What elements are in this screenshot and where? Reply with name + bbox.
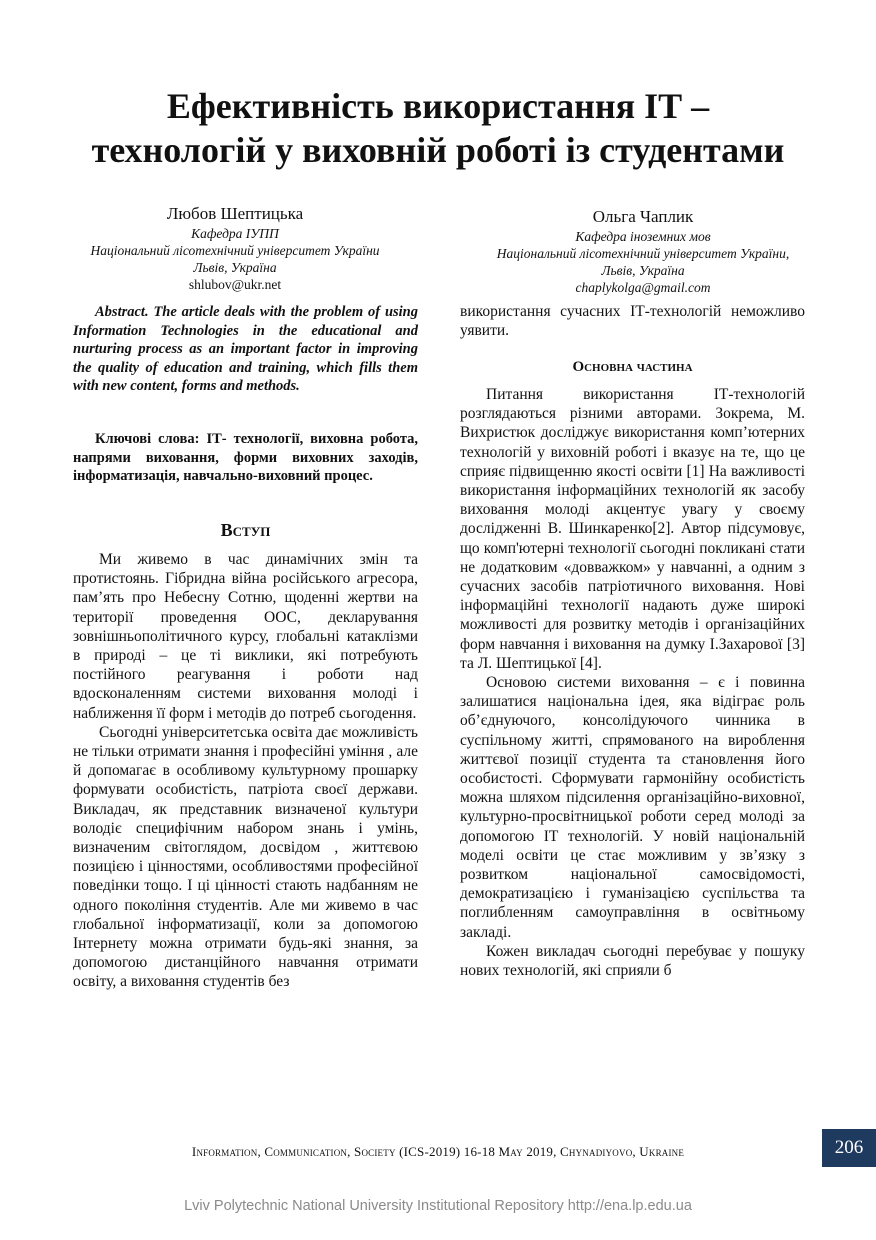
intro-body: [73, 550, 418, 992]
intro-paragraph-2: Сьогодні університетська освіта дає можливість не тільки отримати знання і професійні уміння , але й допомагає в особливому культурному прошарку формувати особистість, патріота своєї держави. Викладач, як представник визначеної культури володіє специфічним набором знань і умінь, визначеним світоглядом, досвідом , життєвою позицією і цінностями, особливостями професійної поведінки тощо. І ці цінності стають надбанням не одного покоління студентів. Але ми живемо в час глобальної інформатизації, коли за допомогою Інтернету можна отримати будь-які знання, за допомогою дистанційного навчання отримати освіту, а виховання студентів без: [73, 723, 418, 991]
author-2-department: Кафедра іноземних мов: [575, 229, 711, 244]
keywords: Ключові слова: ІТ- технології, виховна робота, напрями виховання, форми виховних заходів, інформатизація, навчально-виховний процес.: [73, 431, 418, 485]
main-body: [460, 385, 805, 980]
author-2-city: Львів, Україна: [601, 263, 685, 278]
author-1-email: shlubov@ukr.net: [188, 277, 282, 292]
section-heading-main: Основна частина: [572, 359, 693, 375]
author-2-email: chaplykolga@gmail.com: [575, 280, 711, 295]
section-heading-intro: Вступ: [220, 520, 271, 540]
conference-footer: Information, Communication, Society (ICS-2019) 16-18 May 2019, Chynadiyovo, Ukraine: [191, 1144, 685, 1159]
intro-paragraph-1: Ми живемо в час динамічних змін та протистоянь. Гібридна війна російського агресора, пам’ять про Небесну Сотню, щоденні жертви на території проведення ООС, декларування зовнішньополітичного курсу, глобальні катаклізми в природі – це ті виклики, які потребують постійного реагування і роботи над вдосконаленням системи виховання молоді і наближення її форм і методів до потреб сьогодення.: [73, 551, 418, 722]
intro-continuation: [460, 302, 805, 340]
abstract: Abstract. The article deals with the problem of using Information Technologies in the educational and nurturing process as an important factor in improving the quality of education and training, which fills them with new content, forms and methods.: [73, 304, 418, 395]
main-paragraph-2: Основою системи виховання – є і повинна залишатися національна ідея, яка відіграє роль об’єднуючого, консолідуючого чинника в суспільному житті, спрямованого на вироблення життєвої позиції студента та становлення його особистості. Сформувати гармонійну особистість можна шляхом підсилення організаційно-виховної, культурно-просвітницької роботи серед молоді за допомогою ІТ технологій. У новій національній моделі освіти це стає можливим у зв’язку з розвитком національної самосвідомості, демократизацією і гуманізацією суспільства та поглибленням самоуправління в освітньому закладі.: [460, 674, 805, 941]
author-1-university: Національний лісотехнічний університет України: [90, 243, 380, 258]
intro-continuation-text: використання сучасних ІТ-технологій неможливо уявити.: [460, 303, 805, 340]
author-2-university: Національний лісотехнічний університет України,: [496, 246, 790, 261]
author-1-city: Львів, Україна: [193, 260, 277, 275]
repository-link[interactable]: Lviv Polytechnic National University Institutional Repository http://ena.lp.edu.ua: [184, 1198, 692, 1214]
paper-title-line-2: технологій у виховній роботі із студентами: [91, 130, 785, 170]
author-2: [458, 206, 828, 296]
page-number-badge: 206: [822, 1129, 876, 1167]
author-1-name: Любов Шептицька: [166, 204, 304, 223]
main-paragraph-1: Питання використання ІТ-технологій розглядаються різними авторами. Зокрема, М. Вихристюк досліджує використання комп’ютерних технологій у виховній роботі і вказує на те, що це сприяє підвищенню якості освіти [1] На важливості використання інформаційних технологій як засобу виховання молоді акцентує увагу у своєму дослідженні В. Шинкаренко[2]. Автор підсумовує, що комп'ютерні технології сьогодні покликані стати не додатковим «довважком» у навчанні, а одним з сучасних засобів патріотичного виховання. Нові інформаційні технології надають дуже широкі можливості для розвитку методів і організаційних форм навчання і виховання на думку І.Захарової [3] та Л. Шептицької [4].: [460, 386, 805, 672]
author-2-name: Ольга Чаплик: [592, 207, 694, 226]
paper-title: [40, 84, 836, 172]
paper-title-line-1: Ефективність використання ІТ –: [166, 86, 710, 126]
author-1: [50, 203, 420, 293]
author-1-department: Кафедра ІУПП: [191, 226, 279, 241]
main-paragraph-3: Кожен викладач сьогодні перебуває у пошуку нових технологій, які сприяли б: [460, 942, 805, 980]
